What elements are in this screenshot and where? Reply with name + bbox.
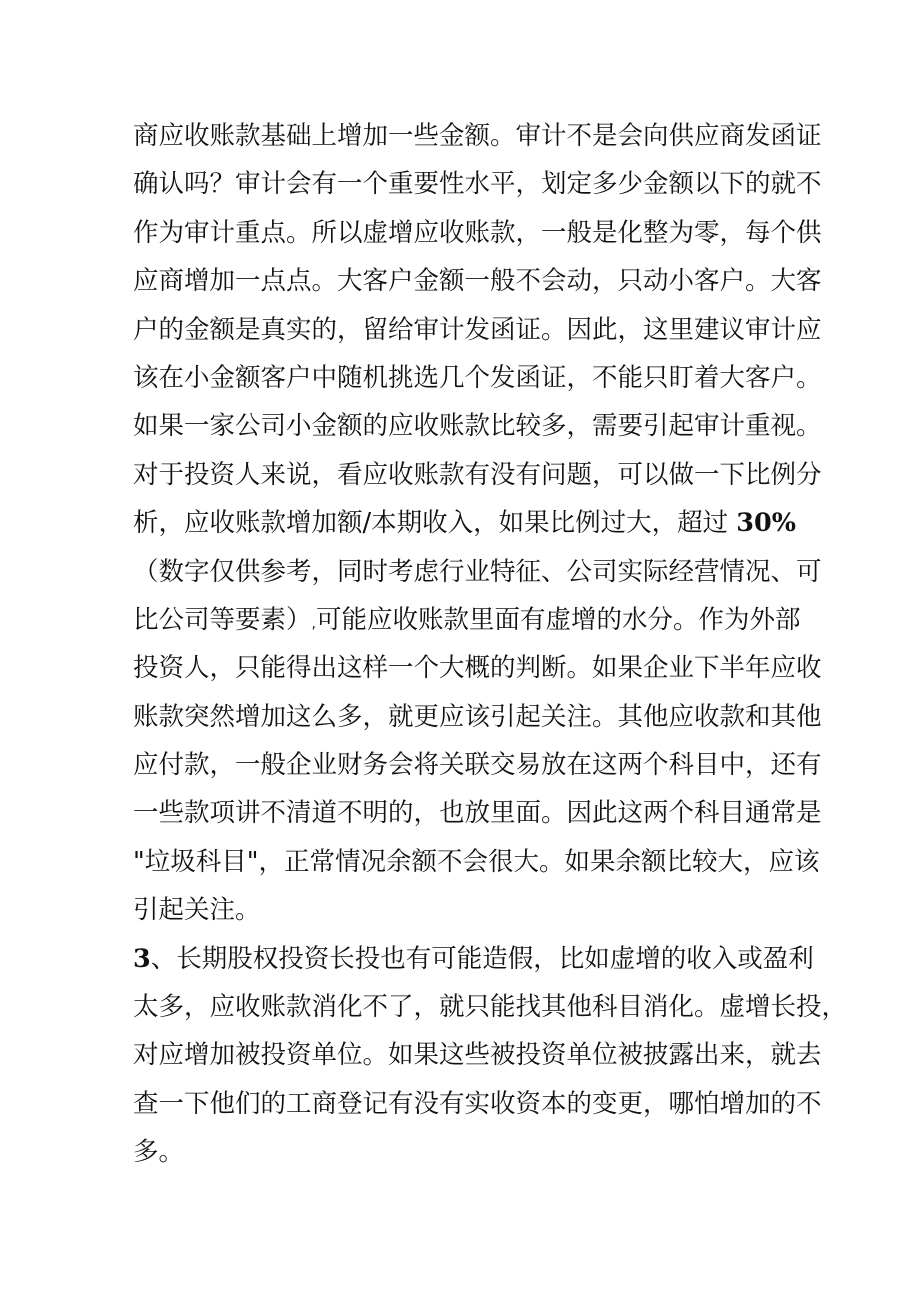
text-line-3: 作为审计重点。所以虚增应收账款，一般是化整为零，每个供 (133, 217, 822, 248)
text-line-5: 户的金额是真实的，留给审计发函证。因此，这里建议审计应 (133, 314, 822, 345)
text-line-20: 对应增加被投资单位。如果这些被投资单位被披露出来，就去 (133, 1040, 822, 1071)
text-line-9-main: 析，应收账款增加额/本期收入，如果比例过大，超过 (133, 508, 737, 539)
text-line-6: 该在小金额客户中随机挑选几个发函证，不能只盯着大客户。 (133, 362, 822, 393)
text-line-4: 应商增加一点点。大客户金额一般不会动，只动小客户。大客 (133, 266, 822, 297)
body-text (133, 112, 848, 1177)
comma-mark: , (311, 615, 316, 632)
percent-value: 30% (736, 508, 796, 539)
text-line-12: 投资人，只能得出这样一个大概的判断。如果企业下半年应收 (133, 653, 822, 684)
text-line-18-tail: 、长期股权投资长投也有可能造假，比如虚增的收入或盈利 (150, 943, 814, 974)
text-line-17: 引起关注。 (133, 895, 261, 926)
text-line-19: 太多，应收账款消化不了，就只能找其他科目消化。虚增长投， (133, 992, 848, 1023)
text-line-11 (133, 596, 813, 644)
text-line-22: 多。 (133, 1137, 185, 1168)
text-line-18 (133, 935, 813, 983)
text-line-7: 如果一家公司小金额的应收账款比较多，需要引起审计重视。 (133, 411, 822, 442)
section-number: 3 (133, 943, 151, 974)
text-line-11-main: 比公司等要素） (133, 604, 312, 635)
text-line-8: 对于投资人来说，看应收账款有没有问题，可以做一下比例分 (133, 459, 822, 490)
text-line-11-tail: 可能应收账款里面有虚增的水分。作为外部 (315, 604, 801, 635)
text-line-10: （数字仅供参考，同时考虑行业特征、公司实际经营情况、可 (133, 556, 822, 587)
text-line-9 (133, 499, 813, 547)
text-line-14: 应付款，一般企业财务会将关联交易放在这两个科目中，还有 (133, 750, 822, 781)
text-line-1: 商应收账款基础上增加一些金额。审计不是会向供应商发函证 (133, 121, 822, 151)
text-line-2: 确认吗？审计会有一个重要性水平，划定多少金额以下的就不 (133, 169, 822, 200)
text-line-21: 查一下他们的工商登记有没有实收资本的变更，哪怕增加的不 (133, 1088, 822, 1119)
text-line-15: 一些款项讲不清道不明的，也放里面。因此这两个科目通常是 (133, 798, 822, 829)
text-line-16: "垃圾科目"，正常情况余额不会很大。如果余额比较大，应该 (133, 846, 820, 877)
text-line-13: 账款突然增加这么多，就更应该引起关注。其他应收款和其他 (133, 701, 822, 732)
